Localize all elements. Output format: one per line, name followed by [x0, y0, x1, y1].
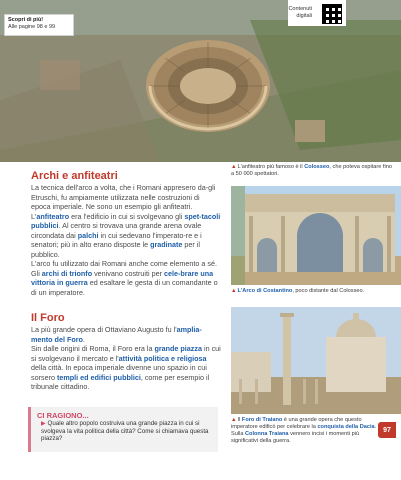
discover-more-callout[interactable]: [4, 14, 74, 36]
trajan-forum-photo: [231, 307, 401, 414]
section1-paragraph-2: L'anfiteatro era l'edificio in cui si svolgevano gli spet-tacoli pubblici. Al centro si trovava una grande arena ovale circondata dai palchi in cui sedevano l'imperato-re e i senatori; più in alto erano disposte le gradinate per il pubblico.: [31, 211, 221, 259]
callout-pages: Alle pagine 98 e 99: [8, 24, 56, 30]
section2-body: [31, 325, 221, 392]
digital-line2: digitali: [296, 13, 312, 19]
section-title-foro: Il Foro: [31, 312, 65, 324]
section1-body: [31, 183, 221, 297]
section-title-archi: Archi e anfiteatri: [31, 170, 118, 182]
arch-of-constantine-photo: [231, 186, 401, 285]
page-number: 97: [378, 422, 396, 438]
ci-ragiono-box: [28, 407, 218, 452]
callout-title: Scopri di più!: [8, 17, 44, 23]
trajan-forum-caption: ▲Il Foro di Traiano è una grande opera che questo imperatore edificò per celebrare la conquista della Dacia. Sulla Colonna Traiana vennero incisi i momenti più significativi della guerra.: [231, 417, 377, 444]
ci-ragiono-title: CI RAGIONO...: [37, 411, 89, 420]
ci-ragiono-question: ▶ Quale altro popolo costruiva una grande piazza in cui si svolgeva la vita politica della città? Come si chiamava questa piazza?: [41, 420, 209, 442]
section1-paragraph-3: L'arco fu utilizzato dai Romani anche come elemento a sé. Gli archi di trionfo venivano costruiti per cele-brare una vittoria in guerra ed esaltare le gesta di un comandante o di un imperatore.: [31, 259, 218, 297]
section2-paragraph-2: Sin dalle origini di Roma, il Foro era la grande piazza in cui si svolgevano il mercato e l'attività politica e religiosa della città. In epoca imperiale divenne uno spazio in cui sorsero templi ed edifici pubblici, come per esempio il tribunale cittadino.: [31, 344, 221, 391]
arrow-up-icon: ▲: [231, 288, 237, 294]
arrow-up-icon: ▲: [231, 164, 237, 170]
triangle-right-icon: ▶: [41, 420, 46, 427]
section1-paragraph-1: La tecnica dell'arco a volta, che i Romani appresero da-gli Etruschi, fu ampiamente utilizzata nelle costruzioni di epoca imperiale. Ne sono un esempio gli anfiteatri.: [31, 183, 216, 211]
section2-paragraph-1: La più grande opera di Ottaviano Augusto fu l'amplia-mento del Foro.: [31, 325, 202, 344]
arrow-up-icon: ▲: [231, 417, 237, 423]
digital-line1: Contenuti: [288, 6, 312, 12]
arch-caption: ▲L'Arco di Costantino, poco distante dal Colosseo.: [231, 288, 365, 294]
colosseum-caption: ▲L'anfiteatro più famoso è il Colosseo, che poteva ospitare fino a 50 000 spettatori.: [231, 164, 392, 177]
qr-code-icon[interactable]: [322, 4, 342, 24]
